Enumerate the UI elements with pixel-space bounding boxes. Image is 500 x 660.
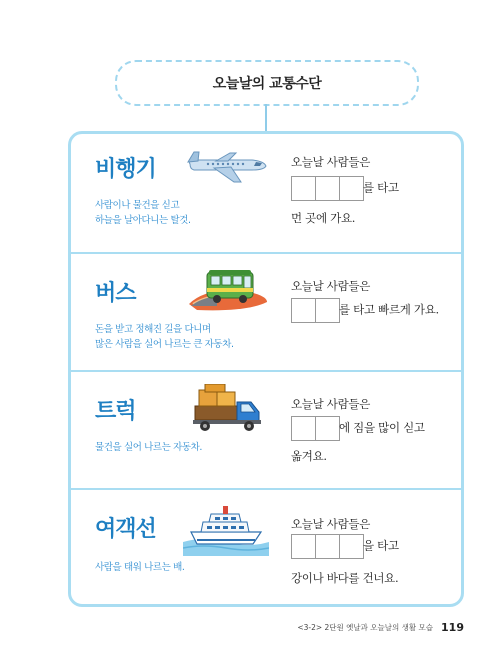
chapter-label: <3-2> 2단원 옛날과 오늘날의 생활 모습: [297, 623, 434, 632]
vocab-description: 돈을 받고 정해진 길을 다니며 많은 사람을 실어 나르는 큰 자동차.: [95, 324, 234, 350]
bus-icon: [187, 266, 269, 312]
connector-line: [265, 104, 267, 132]
ship-icon: [183, 502, 269, 556]
vocab-word: 트럭: [95, 399, 136, 424]
vocab-description: 물건을 실어 나르는 자동차.: [95, 442, 203, 453]
vocab-word: 비행기: [95, 157, 156, 182]
page-title: 오늘날의 교통수단: [212, 76, 322, 92]
page-footer: [297, 621, 464, 634]
title-box: [115, 60, 419, 106]
answer-boxes[interactable]: [291, 176, 363, 201]
answer-boxes[interactable]: [291, 416, 339, 441]
content-card: [68, 131, 464, 607]
row-bus: 버스 돈을 받고 정해진 길을 다니며 많은 사람을 실어 나르는 큰 자동차. 오늘날 사람들은 를 타고 빠르게 가요.: [71, 252, 461, 372]
vocab-description: 사람이나 물건을 싣고 하늘을 날아다니는 탈것.: [95, 200, 191, 226]
row-airplane: 비행기 사람이나 물건을 싣고 하늘을 날아다니는 탈것. 오늘날 사람들은 를 타고 먼 곳에 가요.: [71, 134, 461, 252]
answer-boxes[interactable]: [291, 534, 363, 559]
row-truck: 트럭 물건을 실어 나르는 자동차. 오늘날 사람들은 에 짐을 많이 싣고 옮겨요.: [71, 370, 461, 490]
truck-icon: [191, 384, 265, 436]
row-ferry: 여객선 사람을 태워 나르는 배. 오늘날 사람들은 을 타고 강이나 바다를 건너요.: [71, 488, 461, 608]
vocab-word: 여객선: [95, 517, 156, 542]
vocab-description: 사람을 태워 나르는 배.: [95, 562, 185, 573]
answer-boxes[interactable]: [291, 298, 339, 323]
vocab-word: 버스: [95, 281, 136, 306]
page-number: 119: [441, 621, 464, 634]
airplane-icon: [186, 148, 268, 184]
